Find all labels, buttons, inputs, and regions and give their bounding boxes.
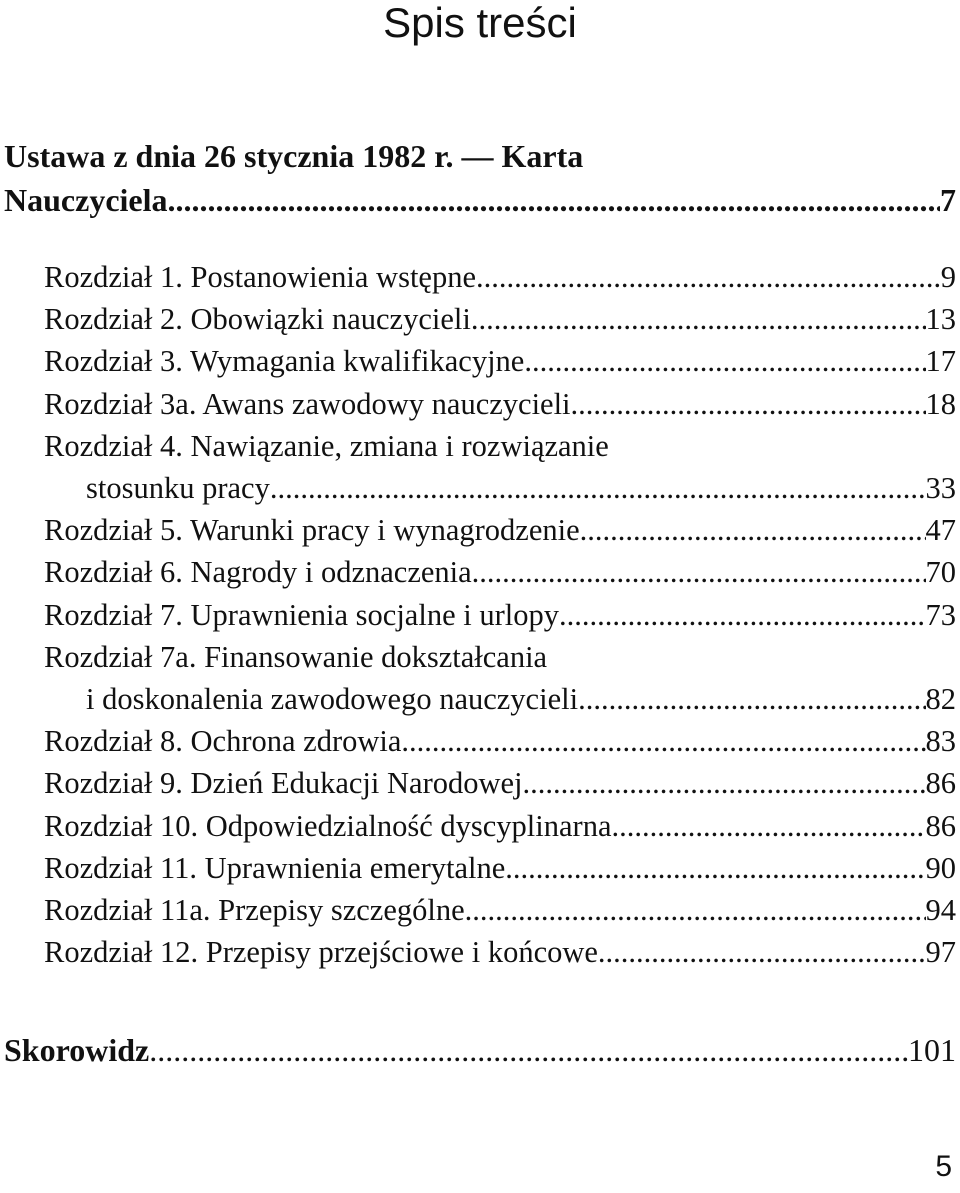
- dot-leader: [580, 509, 926, 551]
- toc-entry-label: Rozdział 11a. Przepisy szczególne: [44, 893, 465, 928]
- dot-leader: [401, 720, 925, 762]
- toc-entry-label: Rozdział 9. Dzień Edukacji Narodowej: [44, 766, 523, 801]
- main-entry: [4, 134, 956, 222]
- toc-entry-page: 82: [925, 682, 956, 717]
- toc-entry: [44, 720, 956, 762]
- dot-leader: [149, 1028, 908, 1072]
- toc-entry-label: Rozdział 3. Wymagania kwalifikacyjne: [44, 344, 525, 379]
- toc-entry: [44, 594, 956, 636]
- toc-entry: [44, 931, 956, 973]
- toc-entry-page: 18: [925, 386, 956, 421]
- toc-entry: [44, 847, 956, 889]
- toc-entry-page: 90: [925, 850, 956, 885]
- toc-entry-page: 47: [925, 513, 956, 548]
- toc-entry-line: [44, 720, 956, 762]
- dot-leader: [578, 678, 925, 720]
- toc-entry-label: Rozdział 3a. Awans zawodowy nauczycieli: [44, 386, 571, 421]
- toc-entry-label: Rozdział 4. Nawiązanie, zmiana i rozwiązanie: [44, 428, 609, 463]
- toc-entry-page: 86: [925, 808, 956, 843]
- toc-entry-line: [44, 551, 956, 593]
- toc-entry-line: [44, 509, 956, 551]
- dot-leader: [598, 931, 926, 973]
- toc-entry-label: Rozdział 8. Ochrona zdrowia: [44, 724, 402, 759]
- toc-entry-label-cont: stosunku pracy: [86, 471, 270, 506]
- dot-leader: [471, 298, 926, 340]
- dot-leader: [523, 762, 926, 804]
- toc-entry-continuation: [44, 678, 956, 720]
- toc-entry-page: 73: [925, 597, 956, 632]
- toc-entry-label: Rozdział 10. Odpowiedzialność dyscyplinarna: [44, 808, 612, 843]
- toc-entry-label: Rozdział 2. Obowiązki nauczycieli: [44, 302, 471, 337]
- main-entry-line2: [4, 178, 956, 222]
- toc-entry-page: 97: [925, 935, 956, 970]
- dot-leader: [571, 383, 926, 425]
- index-entry-label: Skorowidz: [4, 1032, 150, 1068]
- toc-entry-label: Rozdział 5. Warunki pracy i wynagrodzenie: [44, 513, 580, 548]
- main-entry-line1: Ustawa z dnia 26 stycznia 1982 r. — Karta: [4, 138, 584, 174]
- toc-entry-line: [44, 340, 956, 382]
- main-entry-label: Nauczyciela: [4, 182, 168, 218]
- toc-entry-page: 70: [925, 555, 956, 590]
- toc-entry-line: [44, 762, 956, 804]
- index-entry-page: 101: [908, 1032, 956, 1068]
- toc-entry-label: Rozdział 1. Postanowienia wstępne: [44, 260, 476, 294]
- dot-leader: [505, 847, 925, 889]
- toc-entry-line: [44, 847, 956, 889]
- toc-entry: [44, 256, 956, 298]
- toc-entry: [44, 762, 956, 804]
- toc-entry: [44, 551, 956, 593]
- dot-leader: [168, 178, 941, 222]
- toc-entry-label: Rozdział 11. Uprawnienia emerytalne: [44, 850, 506, 885]
- page-number: 5: [935, 1150, 952, 1183]
- dot-leader: [270, 467, 926, 509]
- chapter-list: [44, 256, 956, 973]
- toc-entry: [44, 889, 956, 931]
- toc-entry-label: Rozdział 7a. Finansowanie dokształcania: [44, 639, 548, 674]
- toc-entry: [44, 509, 956, 551]
- toc-entry-line: [44, 889, 956, 931]
- toc-entry-line: [44, 256, 956, 298]
- dot-leader: [472, 551, 926, 593]
- toc-entry: [44, 383, 956, 425]
- toc-entry: [44, 425, 956, 509]
- toc-entry-line: [44, 594, 956, 636]
- toc-entry-label: Rozdział 6. Nagrody i odznaczenia: [44, 555, 472, 590]
- toc-entry-page: 83: [925, 724, 956, 759]
- toc-entry-page: 94: [925, 893, 956, 928]
- index-entry: [4, 1028, 956, 1072]
- toc-entry-label-cont: i doskonalenia zawodowego nauczycieli: [86, 682, 579, 717]
- dot-leader: [476, 256, 941, 298]
- toc-entry-page: 86: [925, 766, 956, 801]
- toc-entry: [44, 340, 956, 382]
- page-title: Spis treści: [383, 0, 577, 46]
- toc-entry: [44, 298, 956, 340]
- toc-entry: [44, 805, 956, 847]
- toc-entry-page: 13: [925, 302, 956, 337]
- toc-entry-line: [44, 383, 956, 425]
- toc-entry-page: 17: [925, 344, 956, 379]
- main-entry-page: 7: [940, 182, 956, 218]
- toc-entry-line: [44, 931, 956, 973]
- dot-leader: [465, 889, 926, 931]
- dot-leader: [559, 594, 926, 636]
- toc-entry-line: [44, 805, 956, 847]
- dot-leader: [524, 340, 925, 382]
- toc-entry-label: Rozdział 7. Uprawnienia socjalne i urlopy: [44, 597, 559, 632]
- toc-entry-continuation: [44, 467, 956, 509]
- dot-leader: [611, 805, 925, 847]
- toc-entry-label: Rozdział 12. Przepisy przejściowe i końcowe: [44, 935, 598, 970]
- toc-entry-page: 9: [940, 260, 956, 294]
- toc-entry: [44, 636, 956, 720]
- toc-entry-line: [44, 298, 956, 340]
- toc-entry-page: 33: [925, 471, 956, 506]
